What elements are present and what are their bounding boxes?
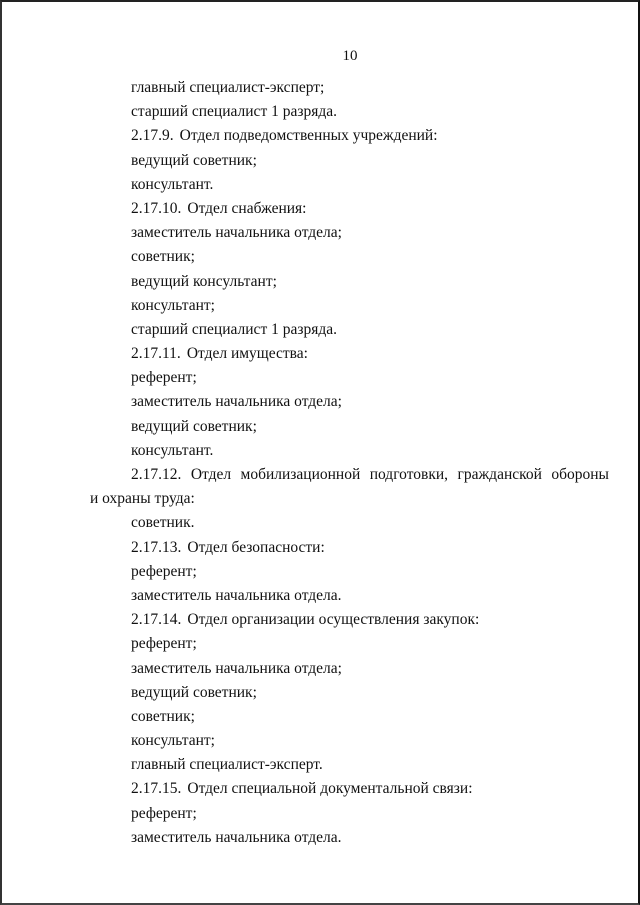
list-item: референт;	[131, 804, 197, 822]
section-title: Отдел имущества:	[186, 345, 308, 363]
list-item: заместитель начальника отдела;	[131, 659, 342, 677]
page-number: 10	[342, 48, 358, 64]
section-number: 2.17.14.	[131, 611, 182, 629]
section-number: 2.17.9.	[131, 127, 174, 145]
section-heading	[2, 608, 640, 632]
list-item: главный специалист-эксперт;	[131, 79, 325, 96]
heading-continuation: и охраны труда:	[90, 490, 195, 508]
section-heading	[2, 342, 640, 366]
list-item: консультант.	[131, 175, 214, 193]
section-heading	[2, 536, 640, 560]
section-number: 2.17.12.	[131, 466, 182, 483]
list-item: заместитель начальника отдела;	[131, 393, 342, 411]
section-number: 2.17.13.	[131, 538, 182, 556]
list-item: старший специалист 1 разряда.	[131, 103, 337, 121]
section-title: Отдел специальной документальной связи:	[187, 780, 473, 798]
list-item: консультант;	[131, 296, 215, 314]
section-number: 2.17.11.	[131, 345, 181, 363]
section-number: 2.17.15.	[131, 780, 182, 798]
list-item: заместитель начальника отдела;	[131, 224, 342, 242]
list-item: ведущий советник;	[131, 417, 257, 435]
list-item: заместитель начальника отдела.	[131, 828, 342, 846]
list-item: главный специалист-эксперт.	[131, 756, 323, 774]
list-item: референт;	[131, 562, 197, 580]
section-number: 2.17.10.	[131, 199, 182, 217]
document-body	[2, 76, 640, 850]
section-heading	[2, 197, 640, 221]
list-item: советник.	[131, 514, 195, 532]
list-item: ведущий советник;	[131, 683, 257, 701]
list-item: старший специалист 1 разряда.	[131, 320, 337, 338]
section-title: Отдел организации осуществления закупок:	[187, 611, 480, 629]
list-item: референт;	[131, 369, 197, 387]
section-title: Отдел снабжения:	[187, 199, 307, 217]
section-title: Отдел подведомственных учреждений:	[179, 127, 438, 145]
list-item: советник;	[131, 248, 195, 266]
section-heading	[2, 124, 640, 148]
section-heading	[2, 777, 640, 801]
list-item: ведущий советник;	[131, 151, 257, 169]
section-heading-justified: 2.17.12. Отдел мобилизационной подготовки, гражданской обороны	[2, 463, 640, 487]
list-item: ведущий консультант;	[131, 272, 277, 290]
list-item: референт;	[131, 635, 197, 653]
list-item: консультант.	[131, 441, 214, 459]
list-item: консультант;	[131, 732, 215, 750]
list-item: советник;	[131, 707, 195, 725]
section-title: Отдел безопасности:	[187, 538, 325, 556]
list-item: заместитель начальника отдела.	[131, 586, 342, 604]
